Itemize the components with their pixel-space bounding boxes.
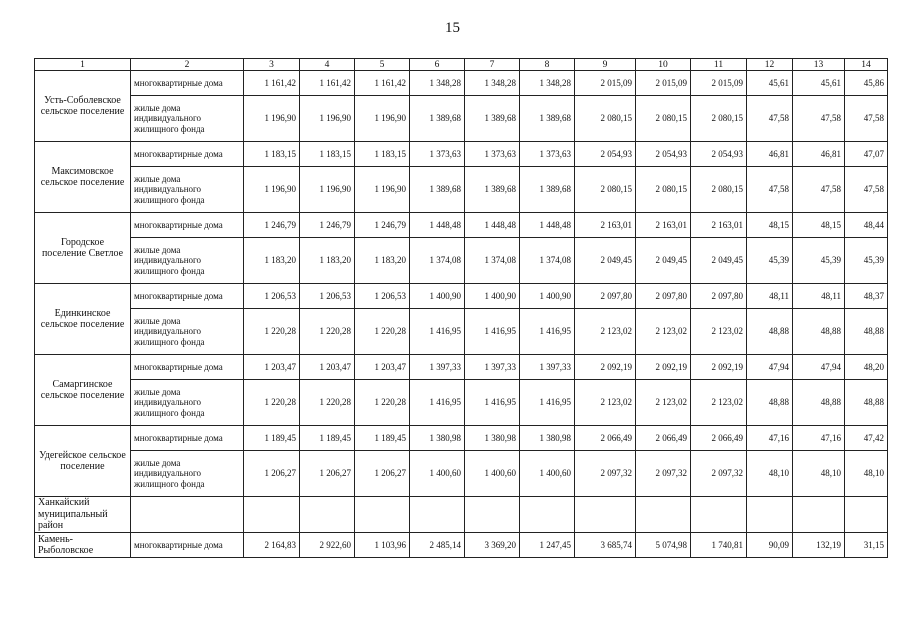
column-number: 4	[300, 59, 355, 71]
value-cell: 1 220,28	[244, 380, 300, 426]
value-cell: 47,07	[845, 142, 888, 167]
value-cell: 47,58	[845, 167, 888, 213]
section-row	[35, 497, 888, 533]
value-cell: 2 054,93	[575, 142, 636, 167]
value-cell: 47,16	[793, 426, 845, 451]
value-cell: 1 380,98	[465, 426, 520, 451]
settlement-name: Усть-Соболевское сельское поселение	[35, 71, 131, 142]
value-cell: 48,88	[845, 309, 888, 355]
column-number-row	[35, 59, 888, 71]
value-cell: 48,10	[845, 451, 888, 497]
table-row	[35, 451, 888, 497]
value-cell: 1 196,90	[244, 96, 300, 142]
table-row	[35, 167, 888, 213]
column-number: 8	[520, 59, 575, 71]
value-cell: 2 123,02	[636, 309, 691, 355]
housing-type: жилые дома индивидуального жилищного фонда	[131, 380, 244, 426]
value-cell: 1 389,68	[465, 167, 520, 213]
value-cell: 45,39	[845, 238, 888, 284]
column-number: 12	[747, 59, 793, 71]
value-cell: 1 189,45	[355, 426, 410, 451]
value-cell: 48,37	[845, 284, 888, 309]
value-cell: 3 369,20	[465, 533, 520, 558]
value-cell: 2 922,60	[300, 533, 355, 558]
housing-type: жилые дома индивидуального жилищного фонда	[131, 238, 244, 284]
value-cell: 47,16	[747, 426, 793, 451]
value-cell: 1 400,90	[410, 284, 465, 309]
empty-cell	[465, 497, 520, 533]
value-cell: 2 097,32	[636, 451, 691, 497]
column-number: 5	[355, 59, 410, 71]
value-cell: 1 220,28	[300, 380, 355, 426]
value-cell: 2 097,32	[691, 451, 747, 497]
value-cell: 48,11	[793, 284, 845, 309]
value-cell: 2 054,93	[691, 142, 747, 167]
value-cell: 1 448,48	[465, 213, 520, 238]
value-cell: 1 196,90	[300, 96, 355, 142]
value-cell: 90,09	[747, 533, 793, 558]
value-cell: 1 374,08	[410, 238, 465, 284]
value-cell: 45,39	[747, 238, 793, 284]
value-cell: 1 189,45	[300, 426, 355, 451]
value-cell: 47,94	[747, 355, 793, 380]
value-cell: 1 740,81	[691, 533, 747, 558]
table-row	[35, 380, 888, 426]
value-cell: 1 183,15	[244, 142, 300, 167]
value-cell: 1 220,28	[355, 380, 410, 426]
value-cell: 1 203,47	[355, 355, 410, 380]
settlement-name: Удегейское сельское поселение	[35, 426, 131, 497]
table-row	[35, 355, 888, 380]
empty-cell	[575, 497, 636, 533]
value-cell: 1 348,28	[520, 71, 575, 96]
value-cell: 48,88	[747, 380, 793, 426]
value-cell: 2 080,15	[575, 167, 636, 213]
table-row	[35, 213, 888, 238]
settlement-name: Городское поселение Светлое	[35, 213, 131, 284]
value-cell: 1 196,90	[244, 167, 300, 213]
value-cell: 1 389,68	[465, 96, 520, 142]
column-number: 9	[575, 59, 636, 71]
value-cell: 2 123,02	[691, 380, 747, 426]
value-cell: 1 400,60	[410, 451, 465, 497]
value-cell: 46,81	[747, 142, 793, 167]
value-cell: 1 183,20	[244, 238, 300, 284]
settlement-name: Камень-Рыболовское	[35, 533, 131, 558]
value-cell: 1 220,28	[355, 309, 410, 355]
value-cell: 1 389,68	[410, 96, 465, 142]
value-cell: 1 206,27	[355, 451, 410, 497]
value-cell: 1 448,48	[410, 213, 465, 238]
value-cell: 2 092,19	[691, 355, 747, 380]
value-cell: 1 397,33	[520, 355, 575, 380]
value-cell: 2 049,45	[575, 238, 636, 284]
tariff-table	[34, 58, 888, 558]
value-cell: 1 247,45	[520, 533, 575, 558]
value-cell: 1 183,20	[300, 238, 355, 284]
housing-type: жилые дома индивидуального жилищного фонда	[131, 451, 244, 497]
value-cell: 2 163,01	[691, 213, 747, 238]
value-cell: 1 206,53	[355, 284, 410, 309]
value-cell: 47,58	[747, 167, 793, 213]
table-row	[35, 142, 888, 167]
empty-cell	[691, 497, 747, 533]
value-cell: 1 400,60	[520, 451, 575, 497]
value-cell: 2 015,09	[575, 71, 636, 96]
value-cell: 1 220,28	[300, 309, 355, 355]
housing-type: многоквартирные дома	[131, 355, 244, 380]
value-cell: 1 374,08	[465, 238, 520, 284]
column-number: 14	[845, 59, 888, 71]
value-cell: 48,10	[793, 451, 845, 497]
housing-type: жилые дома индивидуального жилищного фонда	[131, 167, 244, 213]
value-cell: 48,44	[845, 213, 888, 238]
value-cell: 2 080,15	[691, 96, 747, 142]
housing-type: жилые дома индивидуального жилищного фонда	[131, 309, 244, 355]
value-cell: 48,88	[845, 380, 888, 426]
value-cell: 1 389,68	[520, 167, 575, 213]
value-cell: 132,19	[793, 533, 845, 558]
value-cell: 2 097,80	[691, 284, 747, 309]
value-cell: 1 373,63	[520, 142, 575, 167]
value-cell: 1 389,68	[410, 167, 465, 213]
value-cell: 1 389,68	[520, 96, 575, 142]
value-cell: 2 015,09	[636, 71, 691, 96]
housing-type: многоквартирные дома	[131, 533, 244, 558]
district-name: Ханкайский муниципальный район	[35, 497, 131, 533]
value-cell: 2 054,93	[636, 142, 691, 167]
value-cell: 1 348,28	[410, 71, 465, 96]
value-cell: 2 080,15	[636, 167, 691, 213]
value-cell: 1 374,08	[520, 238, 575, 284]
value-cell: 2 123,02	[575, 309, 636, 355]
value-cell: 2 097,80	[636, 284, 691, 309]
table-row	[35, 426, 888, 451]
page-number: 15	[445, 20, 460, 36]
column-number: 3	[244, 59, 300, 71]
housing-type: многоквартирные дома	[131, 71, 244, 96]
value-cell: 3 685,74	[575, 533, 636, 558]
settlement-name: Единкинское сельское поселение	[35, 284, 131, 355]
empty-cell	[244, 497, 300, 533]
value-cell: 2 049,45	[636, 238, 691, 284]
value-cell: 1 416,95	[465, 380, 520, 426]
value-cell: 1 183,15	[300, 142, 355, 167]
column-number: 6	[410, 59, 465, 71]
housing-type: многоквартирные дома	[131, 142, 244, 167]
value-cell: 1 183,15	[355, 142, 410, 167]
value-cell: 5 074,98	[636, 533, 691, 558]
value-cell: 2 097,32	[575, 451, 636, 497]
housing-type: многоквартирные дома	[131, 426, 244, 451]
column-number: 7	[465, 59, 520, 71]
value-cell: 48,88	[793, 380, 845, 426]
empty-cell	[355, 497, 410, 533]
settlement-name: Максимовское сельское поселение	[35, 142, 131, 213]
value-cell: 47,42	[845, 426, 888, 451]
value-cell: 1 373,63	[465, 142, 520, 167]
value-cell: 1 380,98	[520, 426, 575, 451]
table-row	[35, 533, 888, 558]
value-cell: 1 397,33	[465, 355, 520, 380]
value-cell: 45,86	[845, 71, 888, 96]
empty-cell	[131, 497, 244, 533]
value-cell: 1 161,42	[244, 71, 300, 96]
value-cell: 48,15	[793, 213, 845, 238]
settlement-name: Самаргинское сельское поселение	[35, 355, 131, 426]
value-cell: 1 400,90	[520, 284, 575, 309]
value-cell: 1 416,95	[410, 380, 465, 426]
value-cell: 48,11	[747, 284, 793, 309]
value-cell: 45,61	[793, 71, 845, 96]
value-cell: 1 400,60	[465, 451, 520, 497]
value-cell: 48,15	[747, 213, 793, 238]
value-cell: 2 092,19	[636, 355, 691, 380]
value-cell: 46,81	[793, 142, 845, 167]
value-cell: 1 220,28	[244, 309, 300, 355]
value-cell: 47,58	[845, 96, 888, 142]
value-cell: 1 246,79	[355, 213, 410, 238]
value-cell: 1 196,90	[355, 96, 410, 142]
value-cell: 1 416,95	[465, 309, 520, 355]
value-cell: 1 196,90	[300, 167, 355, 213]
value-cell: 2 066,49	[691, 426, 747, 451]
column-number: 13	[793, 59, 845, 71]
value-cell: 48,88	[747, 309, 793, 355]
table-row	[35, 96, 888, 142]
value-cell: 48,20	[845, 355, 888, 380]
housing-type: многоквартирные дома	[131, 284, 244, 309]
table-row	[35, 309, 888, 355]
value-cell: 2 049,45	[691, 238, 747, 284]
value-cell: 2 164,83	[244, 533, 300, 558]
value-cell: 2 097,80	[575, 284, 636, 309]
value-cell: 48,88	[793, 309, 845, 355]
value-cell: 1 373,63	[410, 142, 465, 167]
value-cell: 1 206,27	[300, 451, 355, 497]
column-number: 11	[691, 59, 747, 71]
value-cell: 2 123,02	[575, 380, 636, 426]
value-cell: 1 206,53	[300, 284, 355, 309]
value-cell: 1 348,28	[465, 71, 520, 96]
value-cell: 1 203,47	[244, 355, 300, 380]
value-cell: 1 246,79	[244, 213, 300, 238]
value-cell: 1 416,95	[410, 309, 465, 355]
value-cell: 2 123,02	[636, 380, 691, 426]
value-cell: 1 397,33	[410, 355, 465, 380]
table-row	[35, 71, 888, 96]
value-cell: 1 196,90	[355, 167, 410, 213]
table-row	[35, 284, 888, 309]
value-cell: 1 380,98	[410, 426, 465, 451]
table-body	[35, 59, 888, 558]
empty-cell	[793, 497, 845, 533]
table-row	[35, 238, 888, 284]
column-number: 1	[35, 59, 131, 71]
empty-cell	[300, 497, 355, 533]
value-cell: 47,58	[747, 96, 793, 142]
value-cell: 45,39	[793, 238, 845, 284]
value-cell: 1 161,42	[355, 71, 410, 96]
value-cell: 2 163,01	[636, 213, 691, 238]
value-cell: 1 203,47	[300, 355, 355, 380]
housing-type: многоквартирные дома	[131, 213, 244, 238]
empty-cell	[410, 497, 465, 533]
value-cell: 1 161,42	[300, 71, 355, 96]
value-cell: 2 123,02	[691, 309, 747, 355]
value-cell: 2 066,49	[575, 426, 636, 451]
value-cell: 2 015,09	[691, 71, 747, 96]
value-cell: 45,61	[747, 71, 793, 96]
value-cell: 2 092,19	[575, 355, 636, 380]
value-cell: 47,58	[793, 167, 845, 213]
empty-cell	[520, 497, 575, 533]
value-cell: 1 183,20	[355, 238, 410, 284]
empty-cell	[636, 497, 691, 533]
value-cell: 2 485,14	[410, 533, 465, 558]
value-cell: 47,94	[793, 355, 845, 380]
value-cell: 1 400,90	[465, 284, 520, 309]
column-number: 2	[131, 59, 244, 71]
value-cell: 2 163,01	[575, 213, 636, 238]
empty-cell	[747, 497, 793, 533]
value-cell: 1 416,95	[520, 309, 575, 355]
value-cell: 48,10	[747, 451, 793, 497]
value-cell: 1 206,53	[244, 284, 300, 309]
value-cell: 1 189,45	[244, 426, 300, 451]
housing-type: жилые дома индивидуального жилищного фонда	[131, 96, 244, 142]
value-cell: 2 080,15	[575, 96, 636, 142]
value-cell: 47,58	[793, 96, 845, 142]
value-cell: 2 080,15	[636, 96, 691, 142]
value-cell: 1 448,48	[520, 213, 575, 238]
value-cell: 1 103,96	[355, 533, 410, 558]
value-cell: 1 416,95	[520, 380, 575, 426]
value-cell: 2 066,49	[636, 426, 691, 451]
empty-cell	[845, 497, 888, 533]
value-cell: 31,15	[845, 533, 888, 558]
value-cell: 1 246,79	[300, 213, 355, 238]
column-number: 10	[636, 59, 691, 71]
value-cell: 2 080,15	[691, 167, 747, 213]
value-cell: 1 206,27	[244, 451, 300, 497]
